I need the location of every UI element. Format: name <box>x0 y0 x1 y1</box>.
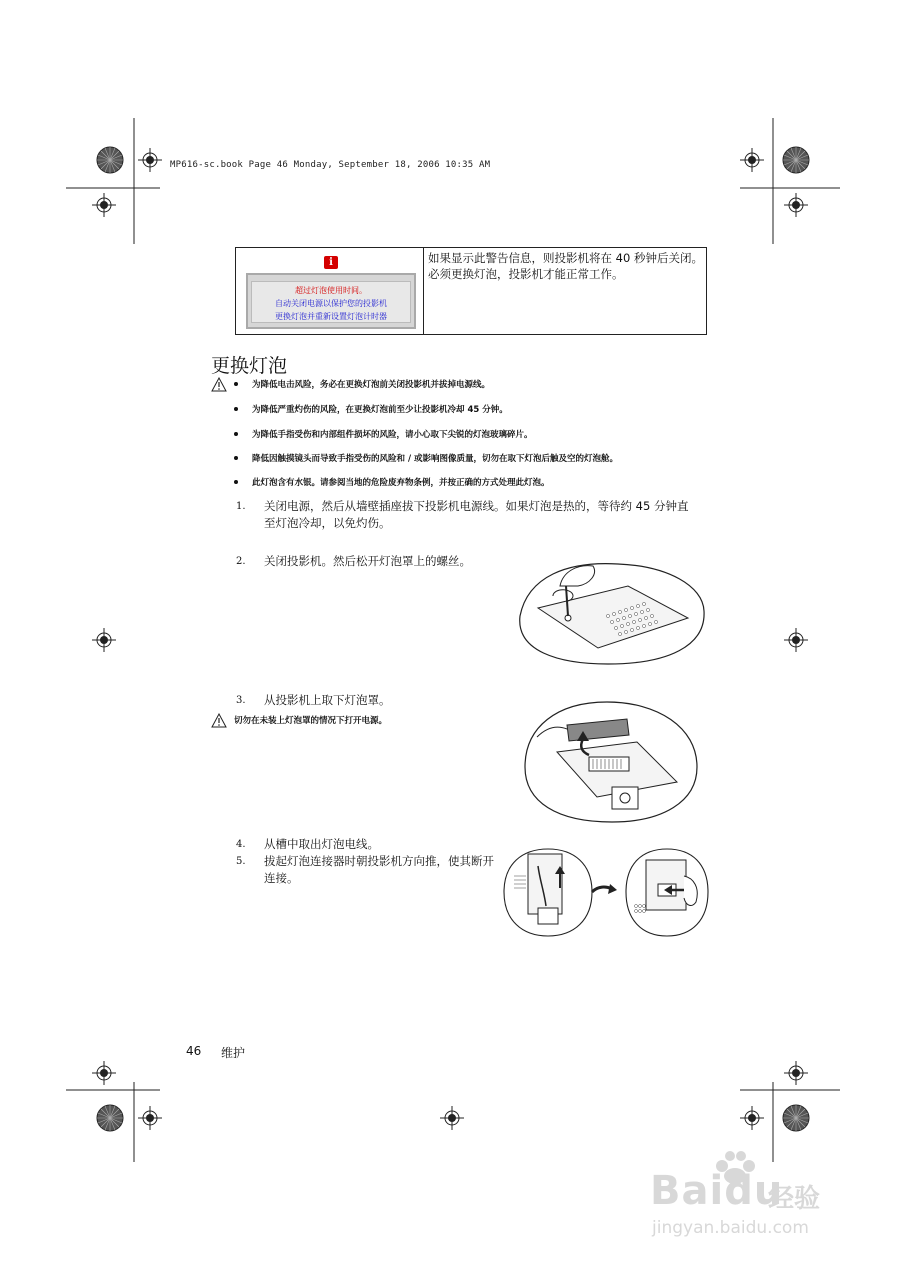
warning-triangle-icon <box>211 713 227 728</box>
osd-description: 如果显示此警告信息，则投影机将在 40 秒钟后关闭。必须更换灯泡，投影机才能正常工作。 <box>428 251 703 281</box>
step-text: 关闭投影机。然后松开灯泡罩上的螺丝。 <box>264 554 471 568</box>
warning-item: 此灯泡含有水银。请参阅当地的危险废弃物条例，并按正确的方式处理此灯泡。 <box>252 478 550 488</box>
step-number: 3. <box>236 695 246 706</box>
warning-item: 为降低严重灼伤的风险，在更换灯泡前至少让投影机冷却 45 分钟。 <box>252 405 508 415</box>
step-text: 关闭电源，然后从墙壁插座拔下投影机电源线。如果灯泡是热的，等待约 45 分钟直至灯泡冷却，以免灼伤。 <box>264 499 689 530</box>
arrow-right-icon <box>590 882 618 896</box>
osd-dialog <box>246 273 416 329</box>
osd-line-1: 超过灯泡使用时间。 <box>295 286 367 295</box>
warning-message-table <box>235 247 707 335</box>
warning-item: 为降低手指受伤和内部组件损坏的风险，请小心取下尖锐的灯泡玻璃碎片。 <box>252 430 533 440</box>
info-icon: i <box>324 256 338 269</box>
watermark-brand: Baidu <box>650 1168 784 1214</box>
footer-section-name: 维护 <box>221 1046 246 1060</box>
bullet-dot <box>234 432 238 436</box>
loosen-screw-illustration <box>508 556 708 668</box>
bullet-dot <box>234 382 238 386</box>
step-number: 1. <box>236 501 246 512</box>
watermark-sub: 经验 <box>768 1184 821 1214</box>
osd-line-2: 自动关闭电源以保护您的投影机 <box>275 299 387 308</box>
file-info-header: MP616-sc.book Page 46 Monday, September 18, 2006 10:35 AM <box>170 160 491 170</box>
disconnect-connector-illustration <box>622 846 712 938</box>
bullet-dot <box>234 456 238 460</box>
step-number: 5. <box>236 856 246 867</box>
watermark-url: jingyan.baidu.com <box>652 1218 809 1238</box>
step-text: 从槽中取出灯泡电线。 <box>264 837 379 851</box>
bullet-dot <box>234 407 238 411</box>
watermark <box>640 1150 870 1250</box>
step-number: 4. <box>236 839 246 850</box>
step-number: 2. <box>236 556 246 567</box>
warning-item: 降低因触摸镜头而导致手指受伤的风险和 / 或影响图像质量，切勿在取下灯泡后触及空的灯泡舱。 <box>252 454 619 464</box>
step-text: 拔起灯泡连接器时朝投影机方向推，使其断开连接。 <box>264 854 494 885</box>
warning-triangle-icon <box>211 377 227 392</box>
page-number: 46 <box>186 1044 202 1058</box>
step-text: 从投影机上取下灯泡罩。 <box>264 693 391 707</box>
osd-screenshot <box>236 248 424 334</box>
caution-note: 切勿在未装上灯泡罩的情况下打开电源。 <box>234 716 388 726</box>
remove-lamp-wire-illustration <box>500 846 595 938</box>
section-title: 更换灯泡 <box>211 355 288 377</box>
bullet-dot <box>234 480 238 484</box>
warning-item: 为降低电击风险，务必在更换灯泡前关闭投影机并拔掉电源线。 <box>252 380 491 390</box>
remove-lamp-cover-illustration <box>517 697 702 825</box>
osd-line-3: 更换灯泡并重新设置灯泡计时器 <box>275 312 387 321</box>
